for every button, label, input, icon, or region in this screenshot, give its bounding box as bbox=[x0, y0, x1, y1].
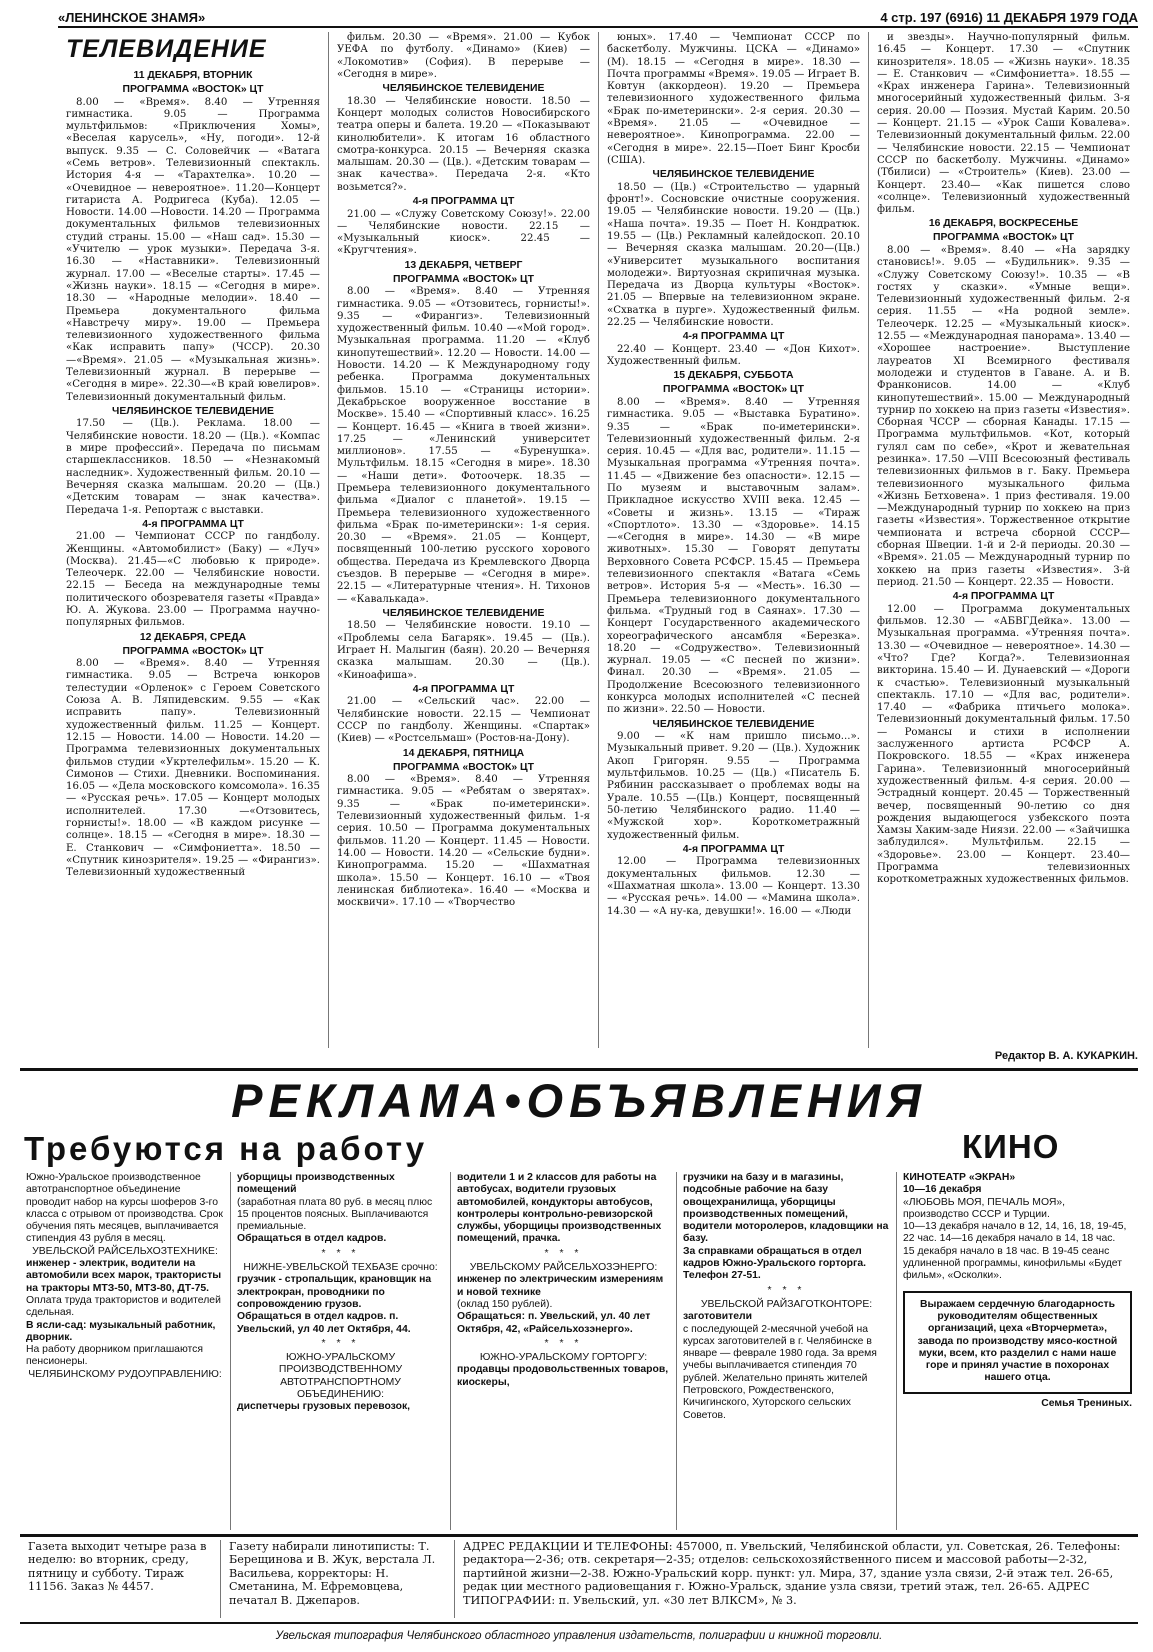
text-block: 18.50 — (Цв.) «Строительство — ударный фронт!». Сосновские очистные сооружения. 19.05 — Челябинские новости. 19.20 — (Цв.) «Наша почта». 19.35 — Поет Н. Кондратюк. 19.55 — (Цв.) Рекламный калейдоскоп. 20.10 — Вечерняя сказка малышам. 20.20—(Цв.) «Университет музыкального воспитания молодежи». Виртуозная скрипичная музыка. Передача из Дворца культуры «Восток». 21.05 — Впервые на телевизионном экране. «Схватка в пурге». Художественный фильм. 22.25 — Челябинские новости. bbox=[607, 181, 860, 329]
text-block: 8.00 — «Время». 8.40 — Утренняя гимнастика. 9.05 — «Отзовитесь, горнисты!». 9.35 — «Фирангиз». Телевизионный художественный фильм. 10.40 —«Мой город». Музыкальная программа. 11.20 — «Клуб кинопутешествий». 12.20 — Новости. 14.00 — Новости. 14.20 — К Международному году ребенка. Программа документальных фильмов. 15.10 — «Страницы истории». Декабрьское вооруженное восстание в Москве». 15.40 — «Спортивный класс». 16.25 — Концерт. 16.45 — «Книга в твоей жизни». 17.25 — «Ленинский университет миллионов». 17.55 — «Буренушка». Мультфильм. 18.15 «Сегодня в мире». 18.30 — «Наши дети». Фотоочерк. 18.35 — Премьера телевизионного документального фильма «Диалог с планетой». 19.15 — Премьера телевизионного художественного фильма «Брак по-иметерински»: 1-я серия. 20.30 — «Время». 21.05 — Концерт, посвященный 100-летию русского хорового общества. Передача из Кремлевского Дворца съездов. В перерыве — «Сегодня в мире». 22.15 — «Литературные чтения». Н. Тихонов — «Кавалькада». bbox=[337, 286, 590, 605]
text-block: 22.40 — Концерт. 23.40 — «Дон Кихот». Художественный фильм. bbox=[607, 343, 860, 368]
text-block: водители 1 и 2 классов для работы на автобусах, водители грузовых автомобилей, кондукторы автобусов, контролеры контрольно-ревизорской службы, уборщицы производственных помещений, прачка. bbox=[457, 1172, 662, 1245]
program-heading: 4-я ПРОГРАММА ЦТ bbox=[682, 843, 785, 855]
day-heading: 14 ДЕКАБРЯ, ПЯТНИЦА bbox=[402, 747, 525, 759]
kino-heading: КИНО bbox=[962, 1128, 1060, 1165]
text-block: инженер по электрическим измерениям и новой технике bbox=[457, 1274, 664, 1298]
newspaper-name: «ЛЕНИНСКОЕ ЗНАМЯ» bbox=[58, 9, 206, 25]
text-block: За справками обращаться в отдел кадров Южно-Уральского горторга. Телефон 27-51. bbox=[683, 1245, 867, 1282]
program-heading: 4-я ПРОГРАММА ЦТ bbox=[142, 518, 244, 530]
ads-banner: РЕКЛАМА•ОБЪЯВЛЕНИЯ bbox=[231, 1074, 927, 1127]
tv-heading: ТЕЛЕВИДЕНИЕ bbox=[66, 35, 267, 63]
text-block: 8.00 — «Время». 8.40 — Утренняя гимнастика. 9.05 — «Ребятам о зверятах». 9.35 — «Брак по-иметерински». Телевизионный художественный фильм. 1-я серия. 10.50 — Программа документальных фильмов. 11.20 — Концерт. 11.45 — Новости. 14.00 — Новости. 14.20 — «Сельские будни». Кинопрограмма. 15.20 — «Шахматная школа». 15.50 — Концерт. 16.10 — «Твоя ленинская библиотека». 16.40 — «Москва и москвичи». 17.10 — «Творчество bbox=[337, 774, 590, 909]
text-block: 12.00 — Программа телевизионных документальных фильмов. 12.30 — «Шахматная школа». 13.00 — Концерт. 13.30 — «Русская речь». 14.00 — «Мамина школа». 14.30 — «А ну-ка, девушки!». 16.00 — «Люди bbox=[607, 856, 860, 917]
text-block: 8.00 — «Время». 8.40 — «На зарядку становись!». 9.05 — «Будильник». 9.35 — «Служу Советскому Союзу!». 10.35 — «В гостях у сказки». «Умные вещи». Телевизионный художественный фильм. 2-я серия. 11.55 — «На родной земле». Телеочерк. 12.25 — «Музыкальный киоск». 12.55 — «Международная панорама». 13.40 — «Хорошее настроение». Выступление лауреатов XI Всемирного фестиваля молодежи и студентов в Гаване. А. и В. Франконисов. 14.00 — «Клуб кинопутешествий». 15.00 — Международный турнир по хоккею на приз газеты «Известия». Сборная ЧССР — сборная Канады. 17.15 — Программа мультфильмов. «Кот, который гулял сам по себе», «Крот и жевательная резинка». 17.50 —VIII Всесоюзный фестиваль телевизионных фильмов в г. Баку. Премьера телевизионного музыкального фильма «Жизнь Бетховена». 1 приз фестиваля. 19.00—Международный турнир по хоккею на приз газеты «Известия». Торжественное открытие чемпионата и встреча сборной СССР— сборная Швеции. 1-й и 2-й периоды. 20.30 — «Время». 21.05 — Международный турнир по хоккею на приз газеты «Известия». 3-й период. 21.50 — Концерт. 22.35 — Новости. bbox=[877, 244, 1130, 588]
text-block: заготовители bbox=[683, 1311, 753, 1323]
text-block: 10—13 декабря начало в 12, 14, 16, 18, 19-45, 22 час. 14—16 декабря начало в 14, 18 час. bbox=[903, 1221, 1127, 1245]
text-block: УВЕЛЬСКОМУ РАЙСЕЛЬХОЗЭНЕРГО: bbox=[469, 1262, 658, 1274]
text-block: * * * bbox=[767, 1284, 806, 1296]
text-block: * * * bbox=[321, 1337, 360, 1349]
program-heading: ЧЕЛЯБИНСКОЕ ТЕЛЕВИДЕНИЕ bbox=[652, 169, 815, 181]
text-block: 21.00 — «Сельский час». 22.00 —Челябинские новости. 22.15 — Чемпионат СССР по гандболу. Женщины. «Спартак» (Киев) — «Ростсельмаш» (Ростов-на-Дону). bbox=[337, 696, 590, 745]
text-block: 9.00 — «К нам пришло письмо...». Музыкальный привет. 9.20 — (Цв.). Художник Акоп Григорян. 9.55 — Программа мультфильмов. 10.25 — (Цв.) «Писатель Б. Рябинин рассказывает о проблемах воды на Урале. 10.55 —(Цв.) Концерт, посвященный 50-летию Челябинского радио. 11.40 — «Мужской хор». Короткометражный художественный фильм. bbox=[607, 731, 860, 841]
text-block: и звезды». Научно-популярный фильм. 16.45 — Концерт. 17.30 — «Спутник кинозрителя». 18.05 — «Жизнь науки». 18.35 — Е. Станкович — «Симфониетта». 18.55 — «Крах инженера Гарина». Телевизионный многосерийный художественный фильм. 3-я серия. 20.00 — Поэзия. Мустай Карим. 20.50 — Концерт. 21.15 — «Урок Саши Ковалева». Телевизионный документальный фильм. 22.00 — Челябинские новости. 22.15 — Чемпионат СССР по баскетболу. Мужчины. «Динамо» (Тбилиси) — «Строитель» (Киев). 23.00 — Концерт. 23.40— «Как пишется слово «солнце». Телевизионный художественный фильм. bbox=[877, 32, 1130, 216]
program-heading: ПРОГРАММА «ВОСТОК» ЦТ bbox=[393, 273, 534, 285]
tv-column-3 bbox=[598, 32, 868, 1048]
footer bbox=[20, 1540, 1138, 1618]
program-heading: 4-я ПРОГРАММА ЦТ bbox=[412, 683, 515, 695]
thanks-notice bbox=[903, 1291, 1132, 1394]
program-heading: ПРОГРАММА «ВОСТОК» ЦТ bbox=[933, 232, 1074, 244]
footer-staff: Газету набирали линотиписты: Т. Берещинова и В. Жук, верстала Л. Васильева, корректоры: Н. Сметанина, М. Ефремовцева, печатал В. Джепаров. bbox=[220, 1540, 454, 1618]
masthead bbox=[58, 8, 1138, 28]
text-block: Обращаться: п. Увельский, ул. 40 лет Октября, 42, «Райсельхозэнерго». bbox=[457, 1311, 651, 1335]
text-block: «ЛЮБОВЬ МОЯ, ПЕЧАЛЬ МОЯ», производство СССР и Турции. bbox=[903, 1196, 1065, 1220]
text-block: инженер - электрик, водители на автомобили всех марок, трактористы на тракторы МТЗ-50, МТЗ-80, ДТ-75. bbox=[26, 1258, 222, 1294]
text-block: На работу дворником приглашаются пенсионеры. bbox=[26, 1344, 203, 1368]
text-block: 21.00 — «Служу Советскому Союзу!». 22.00 — Челябинские новости. 22.15 — «Музыкальный киоск». 22.45 — «Кругчтения». bbox=[337, 208, 590, 257]
ad-column-4 bbox=[676, 1172, 896, 1530]
program-heading: ПРОГРАММА «ВОСТОК» ЦТ bbox=[122, 84, 264, 95]
text-block: Южно-Уральское производственное автотранспортное объединение проводит набор на курсы шоферов 3-го класса с отрывом от производства. Срок обучения пять месяцев, выплачивается стипендия 43 рубля в месяц. bbox=[26, 1172, 223, 1245]
text-block: В ясли-сад: музыкальный работник, дворник. bbox=[26, 1319, 216, 1343]
text-block: (заработная плата 80 руб. в месяц плюс 15 процентов поясных. Выплачиваются премиальные. bbox=[237, 1196, 433, 1233]
editor-signature: Редактор В. А. КУКАРКИН. bbox=[994, 1050, 1138, 1062]
divider-bottom bbox=[20, 1622, 1138, 1624]
tv-column-4 bbox=[868, 32, 1138, 1048]
footer-address: АДРЕС РЕДАКЦИИ И ТЕЛЕФОНЫ: 457000, п. Увельский, Челябинской области, ул. Советская, 26. Телефоны: редактора—2-36; отв. секретаря—2-35; отделов: сельскохозяйственного писем и массовой работы—2-32, партийной жизни—2-38. Южно-Уральский корр. пункт: ул. Мира, 37, здание узла связи, 2-й этаж тел. 26-65, редак ции местного радиовещания г. Южно-Уральск, здание узла связи, третий этаж, тел. 26-65. АДРЕС ТИПОГРАФИИ: п. Увельский, ул. «30 лет ВЛКСМ», № 3. bbox=[454, 1540, 1138, 1618]
text-block: юных». 17.40 — Чемпионат СССР по баскетболу. Мужчины. ЦСКА — «Динамо» (М). 18.15 — «Сегодня в мире». 18.30 — Почта программы «Время». 19.05 — Играет В. Ковтун (аккордеон). 19.20 — Премьера телевизионного художественного фильма «Брак по-иметерински». 2-я серия. 20.30 — «Время». 21.05 — «Очевидное — невероятное». Кинопрограмма. 22.00 — «Сегодня в мире». 22.15—Поет Бинг Кросби (США). bbox=[607, 32, 860, 166]
day-heading: 15 ДЕКАБРЯ, СУББОТА bbox=[673, 370, 794, 382]
footer-schedule: Газета выходит четыре раза в неделю: во вторник, среду, пятницу и субботу. Тираж 11156. Заказ № 4457. bbox=[28, 1540, 207, 1594]
text-block: 8.00 — «Время». 8.40 — Утренняя гимнастика. 9.05 — Программа мультфильмов: «Приключения Хомы», «Веселая карусель», «Ну, погоди». 12-й выпуск. 9.35 — С. Соловейчик — «Ватага «Семь ветров». Телевизионный спектакль. История 4-я — «Тарахтелка». 10.20 — «Очевидное — невероятное». 11.20—Концерт гитариста А. Родригеса (Куба). 12.05 — Новости. 14.00 —Новости. 14.20 — Программа документальных фильмов телевизионных студий страны. 15.00 — «Наш сад». 15.30 — «Учителю — урок музыки». Передача 3-я. 16.30 — «Наставники». Телевизионный журнал. 17.00 — «Веселые старты». 17.45 — «Жизнь науки». 18.15 — «Сегодня в мире». 18.30 — «Народные мелодии». 18.40 — Премьера документального фильма «Навстречу миру». 19.00 — Премьера телевизионного художественного фильма «Как исправить папу» (ЧССР). 20.30—«Время». 21.05 — «Музыкальная жизнь». Телевизионный журнал. В перерыве — «Сегодня в мире». 22.30—«В край ювелиров». Телевизионный документальный фильм. bbox=[66, 96, 320, 403]
program-heading: ЧЕЛЯБИНСКОЕ ТЕЛЕВИДЕНИЕ bbox=[382, 83, 545, 95]
ad-column-1 bbox=[20, 1172, 230, 1530]
divider-footer bbox=[20, 1534, 1138, 1537]
text-block: 17.50 — (Цв.). Реклама. 18.00 — Челябинские новости. 18.20 — (Цв.). «Компас в мире профессий». Передача по письмам старшеклассников. 18.50 — «Незнакомый наследник». Художественный фильм. 20.10 — Вечерняя сказка малышам. 20.20 — (Цв.) «Детским товарам — знак качества». Передача 1-я. Репортаж с выставки. bbox=[66, 418, 320, 516]
text-block: Обращаться в отдел кадров. bbox=[237, 1233, 387, 1245]
program-heading: ПРОГРАММА «ВОСТОК» ЦТ bbox=[393, 761, 534, 773]
text-block: * * * bbox=[321, 1247, 360, 1259]
text-block: уборщицы производственных помещений bbox=[237, 1172, 395, 1196]
tv-schedule bbox=[58, 32, 1138, 1048]
tv-column-1 bbox=[58, 32, 328, 1048]
day-heading: 13 ДЕКАБРЯ, ЧЕТВЕРГ bbox=[404, 259, 523, 271]
text-block: продавцы продовольственных товаров, киоскеры, bbox=[457, 1364, 669, 1388]
text-block: * * * bbox=[544, 1337, 583, 1349]
issue-info: 4 стр. 197 (6916) 11 ДЕКАБРЯ 1979 ГОДА bbox=[880, 9, 1138, 25]
text-block: 12.00 — Программа документальных фильмов. 12.30 — «АБВГДейка». 13.00 — Музыкальная программа. «Утренняя почта». 13.30 — «Очевидное — невероятное». 14.30 — «Что? Где? Когда?». Телевизионная викторина. 15.40 — И. Дунаевский — «Дороги к счастью». Телевизионный музыкальный спектакль. 17.10 — «Для вас, родители». 17.40 — «Фабрика птичьего молока». Телевизионный документальный фильм. 17.50 — Романсы и стихи в исполнении заслуженного артиста РСФСР А. Покровского. 18.55 — «Крах инженера Гарина». Телевизионный многосерийный художественный фильм. 4-я серия. 20.00 — Эстрадный концерт. 20.45 — Торжественный вечер, посвященный 90-летию со дня рождения выдающегося узбекского поэта Хамзы Хаким-заде Ниязи. 22.00 — «Зайчишка заблудился». Мультфильм. 22.15 — «Здоровье». 23.00 — Концерт. 23.40— Программа телевизионных короткометражных художественных фильмов. bbox=[877, 603, 1130, 886]
thanks-text: Выражаем сердечную благодарность руководителям общественных организаций, цеха «Вторчермета», завода по производству мясо-костной муки, всем, кто разделил с нами наше горе и принял участие в похоронах нашего отца. bbox=[917, 1298, 1118, 1384]
divider-top bbox=[20, 1068, 1138, 1071]
text-block: 8.00 — «Время». 8.40 — Утренняя гимнастика. 9.05 — Встреча юнкоров телестудии «Орленок» с Героем Советского Союза А. В. Ляпидевским. 9.55 — «Как исправить папу». Телевизионный художественный фильм. 11.25 — Концерт. 12.15 — Новости. 14.00 — Новости. 14.20 — Программа телевизионных документальных фильмов студии «Укртелефильм». 15.20 — К. Симонов — Стихи. Дневники. Воспоминания. 16.05 — «Дела московского комсомола». 16.35 — «Русская речь». 17.05 — Концерт молодых исполнителей. 17.30 —«Отзовитесь, горнисты!». 18.00 — «В каждом рисунке — солнце». 18.15 — «Сегодня в мире». 18.30 — Е. Станкович — «Симфониетта». 18.50 — «Спутник кинозрителя». 19.25 — «Фирангиз». Телевизионный художественный bbox=[66, 658, 320, 879]
text-block: с последующей 2-месячной учебой на курсах заготовителей в г. Челябинске в январе — феврале 1980 года. За время учебы выплачивается стипендия 70 рублей. Желательно принять жителей Петровского, Рождественского, Кичигинского, Хуторского сельских Советов. bbox=[683, 1323, 877, 1421]
text-block: ЮЖНО-УРАЛЬСКОМУ ПРОИЗВОДСТВЕННОМУ АВТОТРАНСПОРТНОМУ ОБЪЕДИНЕНИЮ: bbox=[278, 1352, 403, 1401]
program-heading: 4-я ПРОГРАММА ЦТ bbox=[412, 196, 515, 208]
program-heading: 4-я ПРОГРАММА ЦТ bbox=[952, 591, 1055, 603]
text-block: НИЖНЕ-УВЕЛЬСКОЙ ТЕХБАЗЕ срочно: bbox=[243, 1262, 438, 1274]
day-heading: 12 ДЕКАБРЯ, СРЕДА bbox=[139, 631, 247, 643]
ads-section bbox=[20, 1172, 1138, 1530]
text-block: УВЕЛЬСКОЙ РАЙЗАГОТКОНТОРЕ: bbox=[700, 1298, 873, 1310]
tv-column-1-content bbox=[66, 70, 320, 880]
thanks-signature: Семья Трениных. bbox=[1041, 1397, 1132, 1409]
text-block: 18.30 — Челябинские новости. 18.50 — Концерт молодых солистов Новосибирского театра оперы и балета. 19.20 — «Показывают кинолюбители». К итогам 16 областного смотра-конкурса. 20.15 — Вечерняя сказка малышам. 20.30 — (Цв.). «Детским товарам —знак качества». Передача 2-я. «Кто возьмется?». bbox=[337, 95, 590, 193]
wanted-heading: Требуются на работу bbox=[24, 1130, 428, 1167]
ad-column-3 bbox=[450, 1172, 676, 1530]
program-heading: ЧЕЛЯБИНСКОЕ ТЕЛЕВИДЕНИЕ bbox=[382, 607, 545, 619]
program-heading: ПРОГРАММА «ВОСТОК» ЦТ bbox=[122, 645, 264, 657]
text-block: фильм. 20.30 — «Время». 21.00 — Кубок УЕФА по футболу. «Динамо» (Киев) — «Локомотив» (София). В перерыве — «Сегодня в мире». bbox=[337, 32, 590, 80]
text-block: УВЕЛЬСКОЙ РАЙСЕЛЬХОЗТЕХНИКЕ: bbox=[32, 1245, 218, 1257]
text-block: 8.00 — «Время». 8.40 — Утренняя гимнастика. 9.05 — «Выставка Буратино». 9.35 — «Брак по-иметерински». Телевизионный художественный фильм. 2-я серия. 10.45 — «Для вас, родители». 11.15 — Музыкальная программа «Утренняя почта». 11.45 — «Движение без опасности». 12.15 — По музеям и выставочным залам». Прикладное искусство XVIII века. 12.45 — «Советы и жизнь». 13.15 — «Тираж «Спортлото». 13.30 — «Здоровье». 14.15 —«Сегодня в мире». 14.30 — «В мире животных». 15.30 — Говорят депутаты Верховного Совета РСФСР. 15.45 — Премьера телевизионного спектакля «Ватага «Семь ветров». История 5-я — «Месть». 16.30 — Премьера телевизионного документального фильма. «Трудный год в Саянах». 17.30 — Концерт Государственного академического хореографического ансамбля «Березка». 18.20 — «Содружество». Телевизионный журнал. 19.05 — «С песней по жизни». Финал. 20.30 — «Время». 21.05 — Продолжение Всесоюзного телевизионного конкурса молодых исполнителей «С песней по жизни». 22.50 — Новости. bbox=[607, 396, 860, 716]
ad-column-5 bbox=[896, 1172, 1138, 1530]
text-block: 10—16 декабря bbox=[903, 1184, 982, 1196]
day-heading: 16 ДЕКАБРЯ, ВОСКРЕСЕНЬЕ bbox=[928, 218, 1079, 230]
text-block: диспетчеры грузовых перевозок, bbox=[237, 1401, 411, 1413]
text-block: (оклад 150 рублей). bbox=[457, 1298, 553, 1310]
text-block: Обращаться в отдел кадров. п. Увельский, ул 40 лет Октября, 44. bbox=[237, 1311, 411, 1335]
program-heading: 4-я ПРОГРАММА ЦТ bbox=[682, 331, 785, 343]
text-block: * * * bbox=[544, 1247, 583, 1259]
day-heading: 11 ДЕКАБРЯ, ВТОРНИК bbox=[133, 70, 253, 81]
text-block: 15 декабря начало в 18 час. В 19-45 сеанс удлиненной программы, кинофильмы «Будет фильм», «Осколки». bbox=[903, 1245, 1122, 1282]
text-block: Оплата труда трактористов и водителей сдельная. bbox=[26, 1294, 221, 1319]
program-heading: ПРОГРАММА «ВОСТОК» ЦТ bbox=[663, 384, 804, 396]
printer-line: Увельская типография Челябинского областного управления издательств, полиграфии и книжной торговли. bbox=[275, 1630, 883, 1642]
text-block: 18.50 — Челябинские новости. 19.10 — «Проблемы села Багаряк». 19.45 — (Цв.). Играет Н. Малыгин (баян). 20.20 — Вечерняя сказка малышам. 20.30 — (Цв.). «Киноафиша». bbox=[337, 620, 590, 681]
text-block: ЧЕЛЯБИНСКОМУ РУДОУПРАВЛЕНИЮ: bbox=[28, 1368, 222, 1380]
cinema-listing bbox=[903, 1172, 1132, 1283]
text-block: ЮЖНО-УРАЛЬСКОМУ ГОРТОРГУ: bbox=[479, 1352, 648, 1364]
program-heading: ЧЕЛЯБИНСКОЕ ТЕЛЕВИДЕНИЕ bbox=[652, 718, 815, 730]
text-block: грузчики на базу и в магазины, подсобные рабочие на базу овощехранилища, уборщицы производственных помещений, водители моторолеров, кладовщики на базу. bbox=[683, 1172, 889, 1245]
program-heading: ЧЕЛЯБИНСКОЕ ТЕЛЕВИДЕНИЕ bbox=[112, 405, 274, 417]
tv-column-2 bbox=[328, 32, 598, 1048]
text-block: грузчик - стропальщик, крановщик на электрокран, проводники по сопровождению грузов. bbox=[237, 1274, 432, 1310]
text-block: КИНОТЕАТР «ЭКРАН» bbox=[903, 1172, 1016, 1183]
ad-column-2 bbox=[230, 1172, 450, 1530]
text-block: 21.00 — Чемпионат СССР по гандболу. Женщины. «Автомобилист» (Баку) — «Луч» (Москва). 21.45—«С любовью к природе». Телеочерк. 22.00 — Челябинские новости. 22.15 — Беседа на международные темы политического обозревателя газеты «Правда» Ю. А. Жукова. 23.00 — Программа научно-популярных фильмов. bbox=[66, 531, 320, 629]
